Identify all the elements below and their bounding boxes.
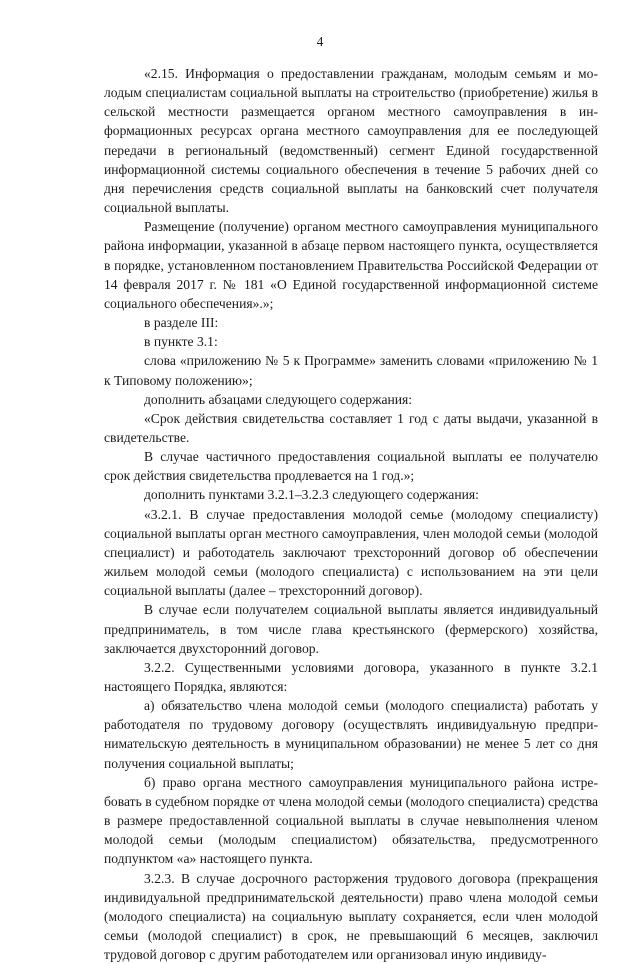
paragraph-3-2-2: 3.2.2. Существенными условиями договора, указанного в пункте 3.2.1 настоящего Порядка, являются: <box>104 659 598 694</box>
paragraph-replace-words: слова «приложению № 5 к Программе» заменить словами «приложению № 1 к Типовому положению»; <box>104 353 598 388</box>
paragraph-section-3: в разделе III: <box>144 315 219 331</box>
paragraph-individual-entrepreneur: В случае если получателем социальной выплаты является индивидуальный предприниматель, в том числе глава крестьянского (фермерского) хозяйства, заключается двухсторонний договор. <box>104 602 598 656</box>
paragraph-info-placement: Размещение (получение) органом местного самоуправления муниципального района информации, указанной в абзаце первом настоящего пункта, осуществляется в порядке, установленном постановлением Правительства Российской Федерации от 14 февраля 2017 г. № 181 «О Единой государственной информационной системе социального обеспечения».»; <box>104 219 598 311</box>
paragraph-right-b: б) право органа местного самоуправления муниципального района истребовать в судебном порядке от члена молодой семьи (молодого специалиста) средства в размере предоставленной социальной выплаты в случае невыполнения членом молодой семьи (молодым специалистом) обязательства, предусмотренного подпунктом «а» настоящего пункта. <box>104 774 598 867</box>
paragraph-add-items: дополнить пунктами 3.2.1–3.2.3 следующего содержания: <box>144 487 479 503</box>
document-body <box>104 64 598 964</box>
paragraph-certificate-validity: «Срок действия свидетельства составляет 1 год с даты выдачи, указанной в свидетельстве. <box>104 410 598 445</box>
paragraph-2-15-information: «2.15. Информация о предоставлении гражданам, молодым семьям и молодым специалистам социальной выплаты на строительство (приобретение) жилья в сельской местности размещается органом местного самоуправления в информационных ресурсах органа местного самоуправления для ее последующей передачи в региональный (ведомственный) сегмент Единой государственной информационной системы социального обеспечения в течение 5 рабочих дней со дня перечисления средств социальной выплаты на банковский счет получателя социальной выплаты. <box>104 66 598 216</box>
paragraph-item-3-1: в пункте 3.1: <box>144 334 218 350</box>
paragraph-partial-payment: В случае частичного предоставления социальной выплаты ее получателю срок действия свидетельства продлевается на 1 год.»; <box>104 449 598 484</box>
paragraph-obligation-a: а) обязательство члена молодой семьи (молодого специалиста) работать у работодателя по трудовому договору (осуществлять индивидуальную предпринимательскую деятельность в муниципальном образовании) не менее 5 лет со дня получения социальной выплаты; <box>104 698 598 771</box>
page-number: 4 <box>316 34 324 49</box>
paragraph-3-2-3: 3.2.3. В случае досрочного расторжения трудового договора (прекращения индивидуальной предпринимательской деятельности) право члена молодой семьи (молодого специалиста) на социальную выплату сохраняется, если член молодой семьи (молодой специалист) в срок, не превышающий 6 месяцев, заключил трудовой договор с другим работодателем или организовал иную индивиду- <box>104 870 598 963</box>
paragraph-add-abstracts: дополнить абзацами следующего содержания: <box>144 391 413 407</box>
paragraph-3-2-1: «3.2.1. В случае предоставления молодой семье (молодому специалисту) социальной выплаты орган местного самоуправления, член молодой семьи (молодой специалист) и работодатель заключают трехсторонний договор об обеспечении жильем молодой семьи (молодого специалиста) с использованием на эти цели социальной выплаты (далее – трехсторонний договор). <box>104 506 598 599</box>
